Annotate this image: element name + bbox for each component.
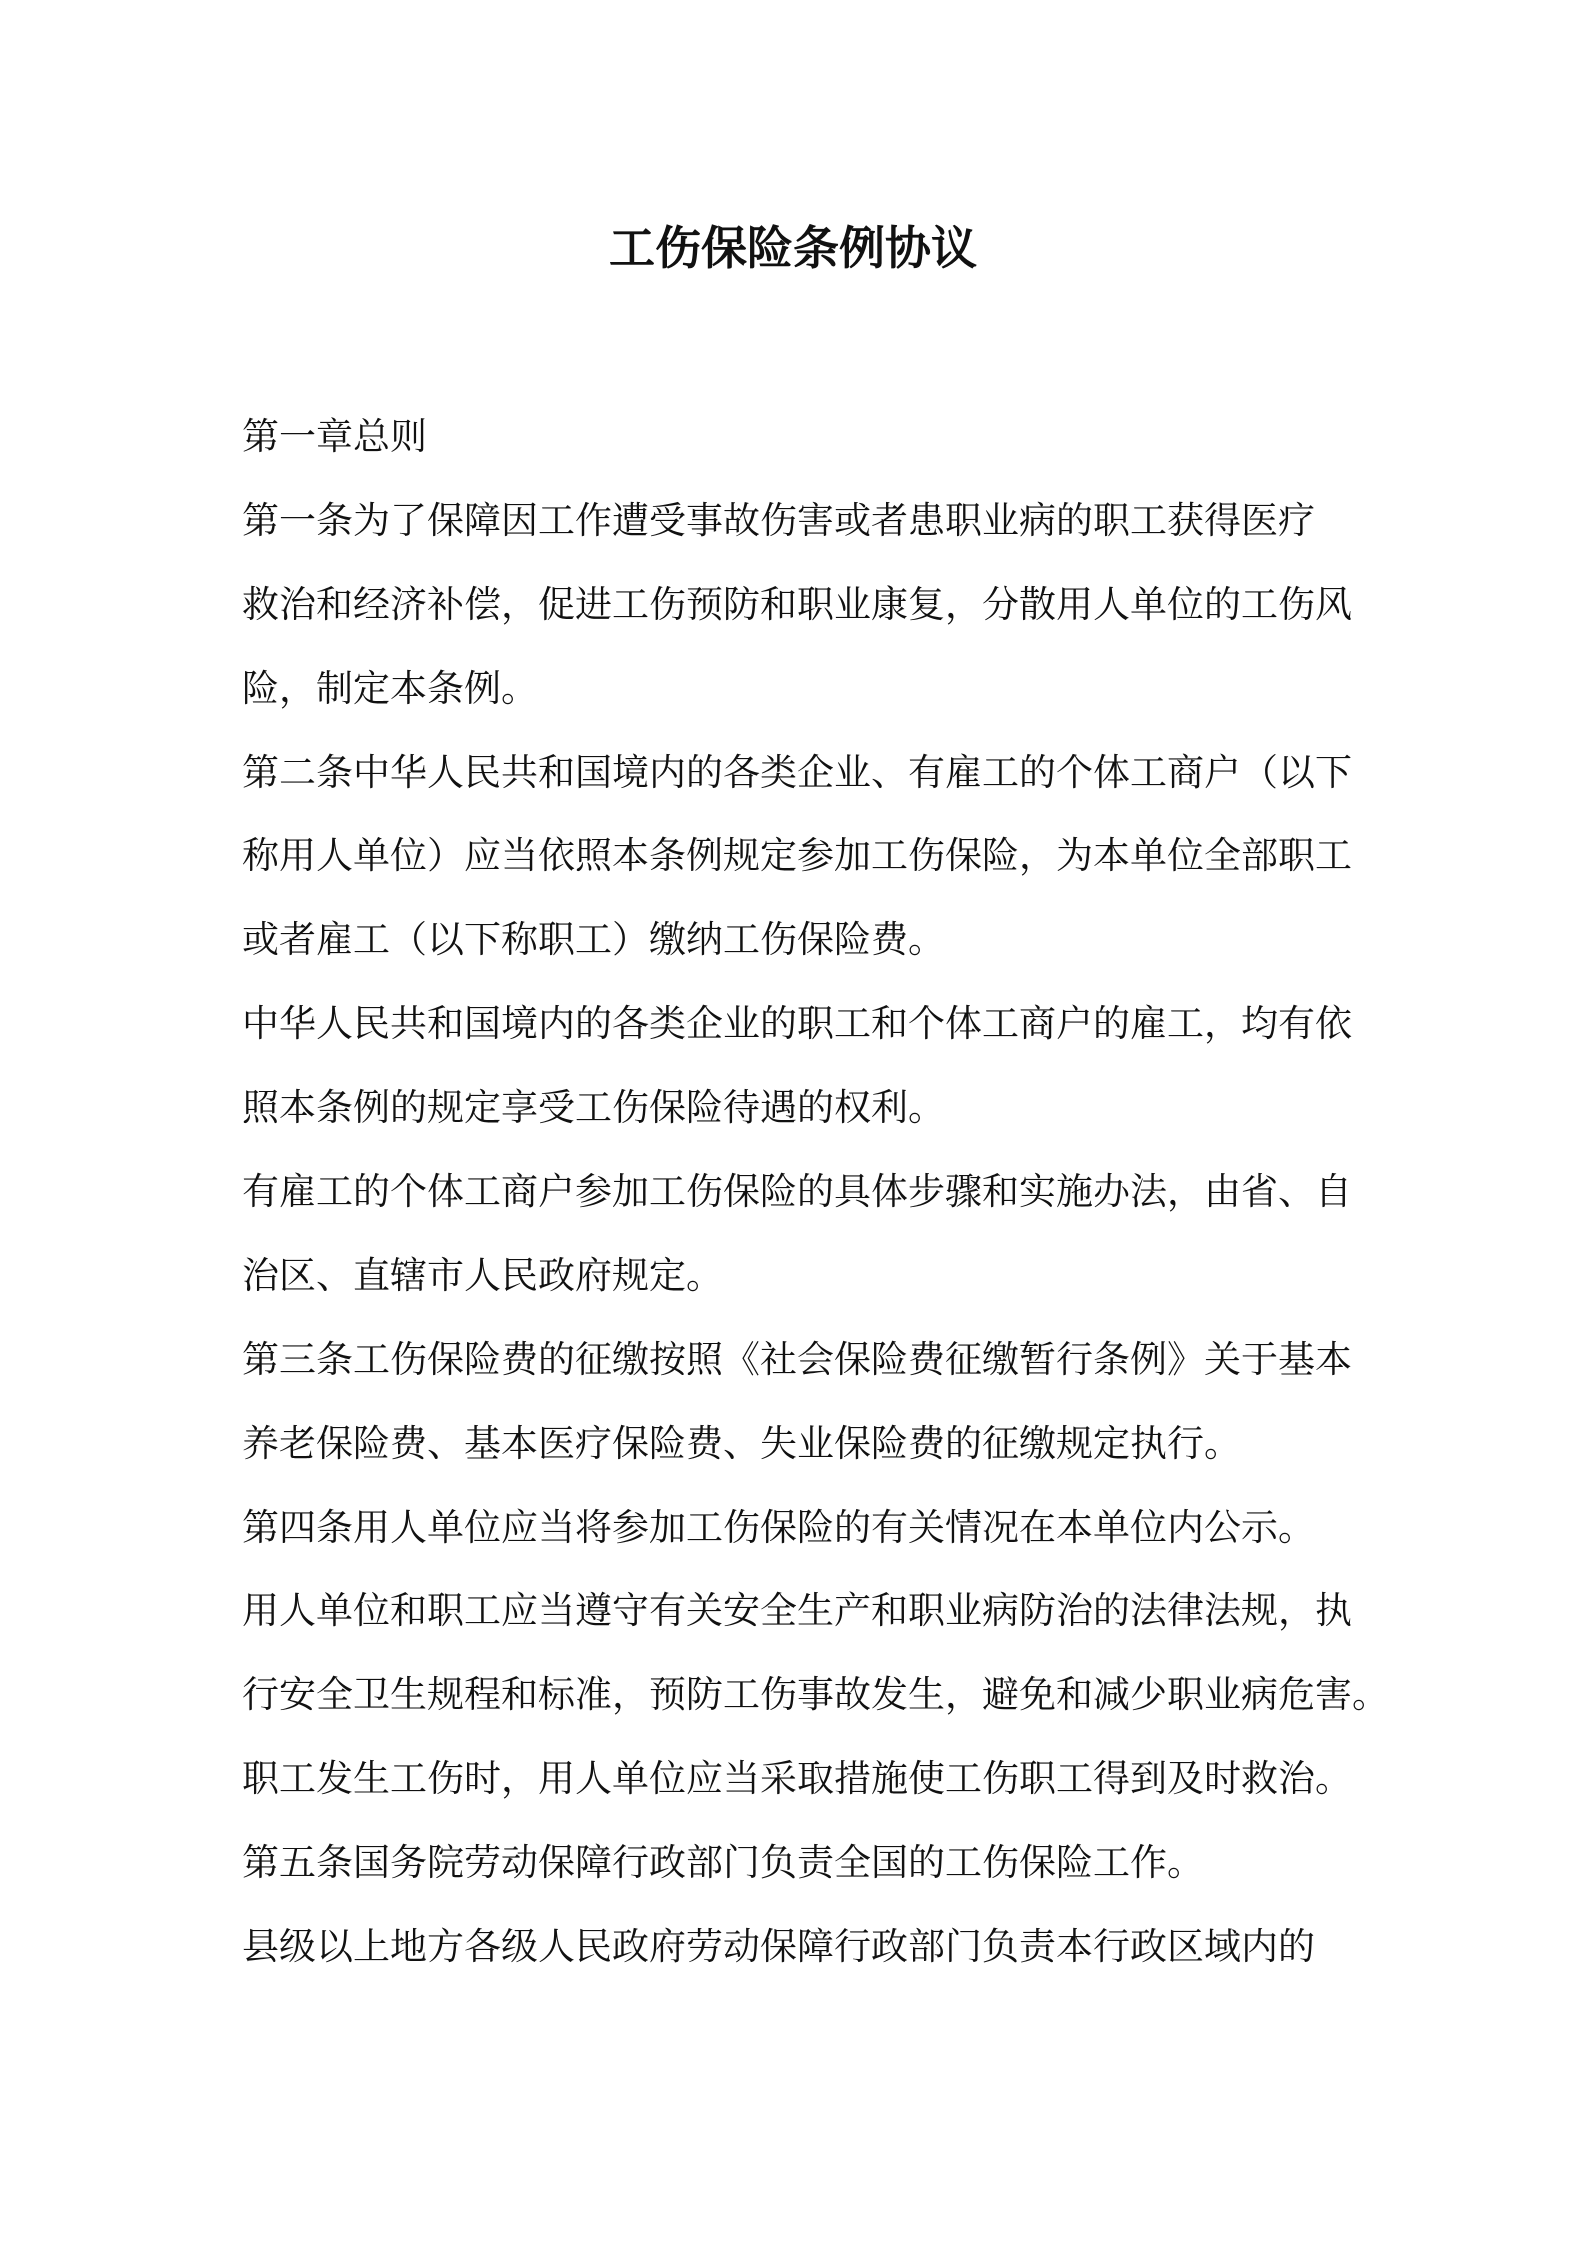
text-line: 治区、直辖市人民政府规定。 — [242, 1253, 723, 1297]
text-line: 第一条为了保障因工作遭受事故伤害或者患职业病的职工获得医疗 — [242, 498, 1315, 542]
article-5-paragraph — [242, 1821, 1492, 1905]
article-1-paragraph — [242, 479, 1492, 731]
text-line: 用人单位和职工应当遵守有关安全生产和职业病防治的法律法规，执 — [242, 1589, 1352, 1633]
text-line: 县级以上地方各级人民政府劳动保障行政部门负责本行政区域内的 — [242, 1925, 1315, 1969]
article-2-clause-3 — [242, 1150, 1492, 1318]
chapter-heading — [242, 395, 1492, 479]
text-line: 救治和经济补偿，促进工伤预防和职业康复，分散用人单位的工伤风 — [242, 582, 1352, 626]
text-line: 称用人单位）应当依照本条例规定参加工伤保险，为本单位全部职工 — [242, 834, 1352, 878]
document-body — [242, 395, 1492, 1989]
text-line: 养老保险费、基本医疗保险费、失业保险费的征缴规定执行。 — [242, 1421, 1241, 1465]
article-5-clause-2 — [242, 1905, 1492, 1989]
text-line: 或者雇工（以下称职工）缴纳工伤保险费。 — [242, 918, 945, 962]
text-line: 第一章总则 — [242, 415, 427, 458]
text-line: 险，制定本条例。 — [242, 666, 538, 710]
text-line: 第三条工伤保险费的征缴按照《社会保险费征缴暂行条例》关于基本 — [242, 1337, 1352, 1381]
article-2-clause-2 — [242, 982, 1492, 1150]
text-line: 中华人民共和国境内的各类企业的职工和个体工商户的雇工，均有依 — [242, 1002, 1352, 1046]
article-4-paragraph — [242, 1486, 1492, 1570]
text-line: 第四条用人单位应当将参加工伤保险的有关情况在本单位内公示。 — [242, 1505, 1315, 1549]
article-2-paragraph — [242, 731, 1492, 983]
text-line: 行安全卫生规程和标准，预防工伤事故发生，避免和减少职业病危害。 — [242, 1673, 1389, 1717]
text-line: 职工发生工伤时，用人单位应当采取措施使工伤职工得到及时救治。 — [242, 1757, 1352, 1801]
text-line: 第二条中华人民共和国境内的各类企业、有雇工的个体工商户（以下 — [242, 750, 1352, 794]
article-4-clause-2 — [242, 1569, 1492, 1737]
text-line: 照本条例的规定享受工伤保险待遇的权利。 — [242, 1086, 945, 1130]
document-title: 工伤保险条例协议 — [609, 221, 977, 275]
text-line: 有雇工的个体工商户参加工伤保险的具体步骤和实施办法，由省、自 — [242, 1170, 1352, 1214]
article-4-clause-3 — [242, 1737, 1492, 1821]
text-line: 第五条国务院劳动保障行政部门负责全国的工伤保险工作。 — [242, 1841, 1204, 1885]
article-3-paragraph — [242, 1318, 1492, 1486]
